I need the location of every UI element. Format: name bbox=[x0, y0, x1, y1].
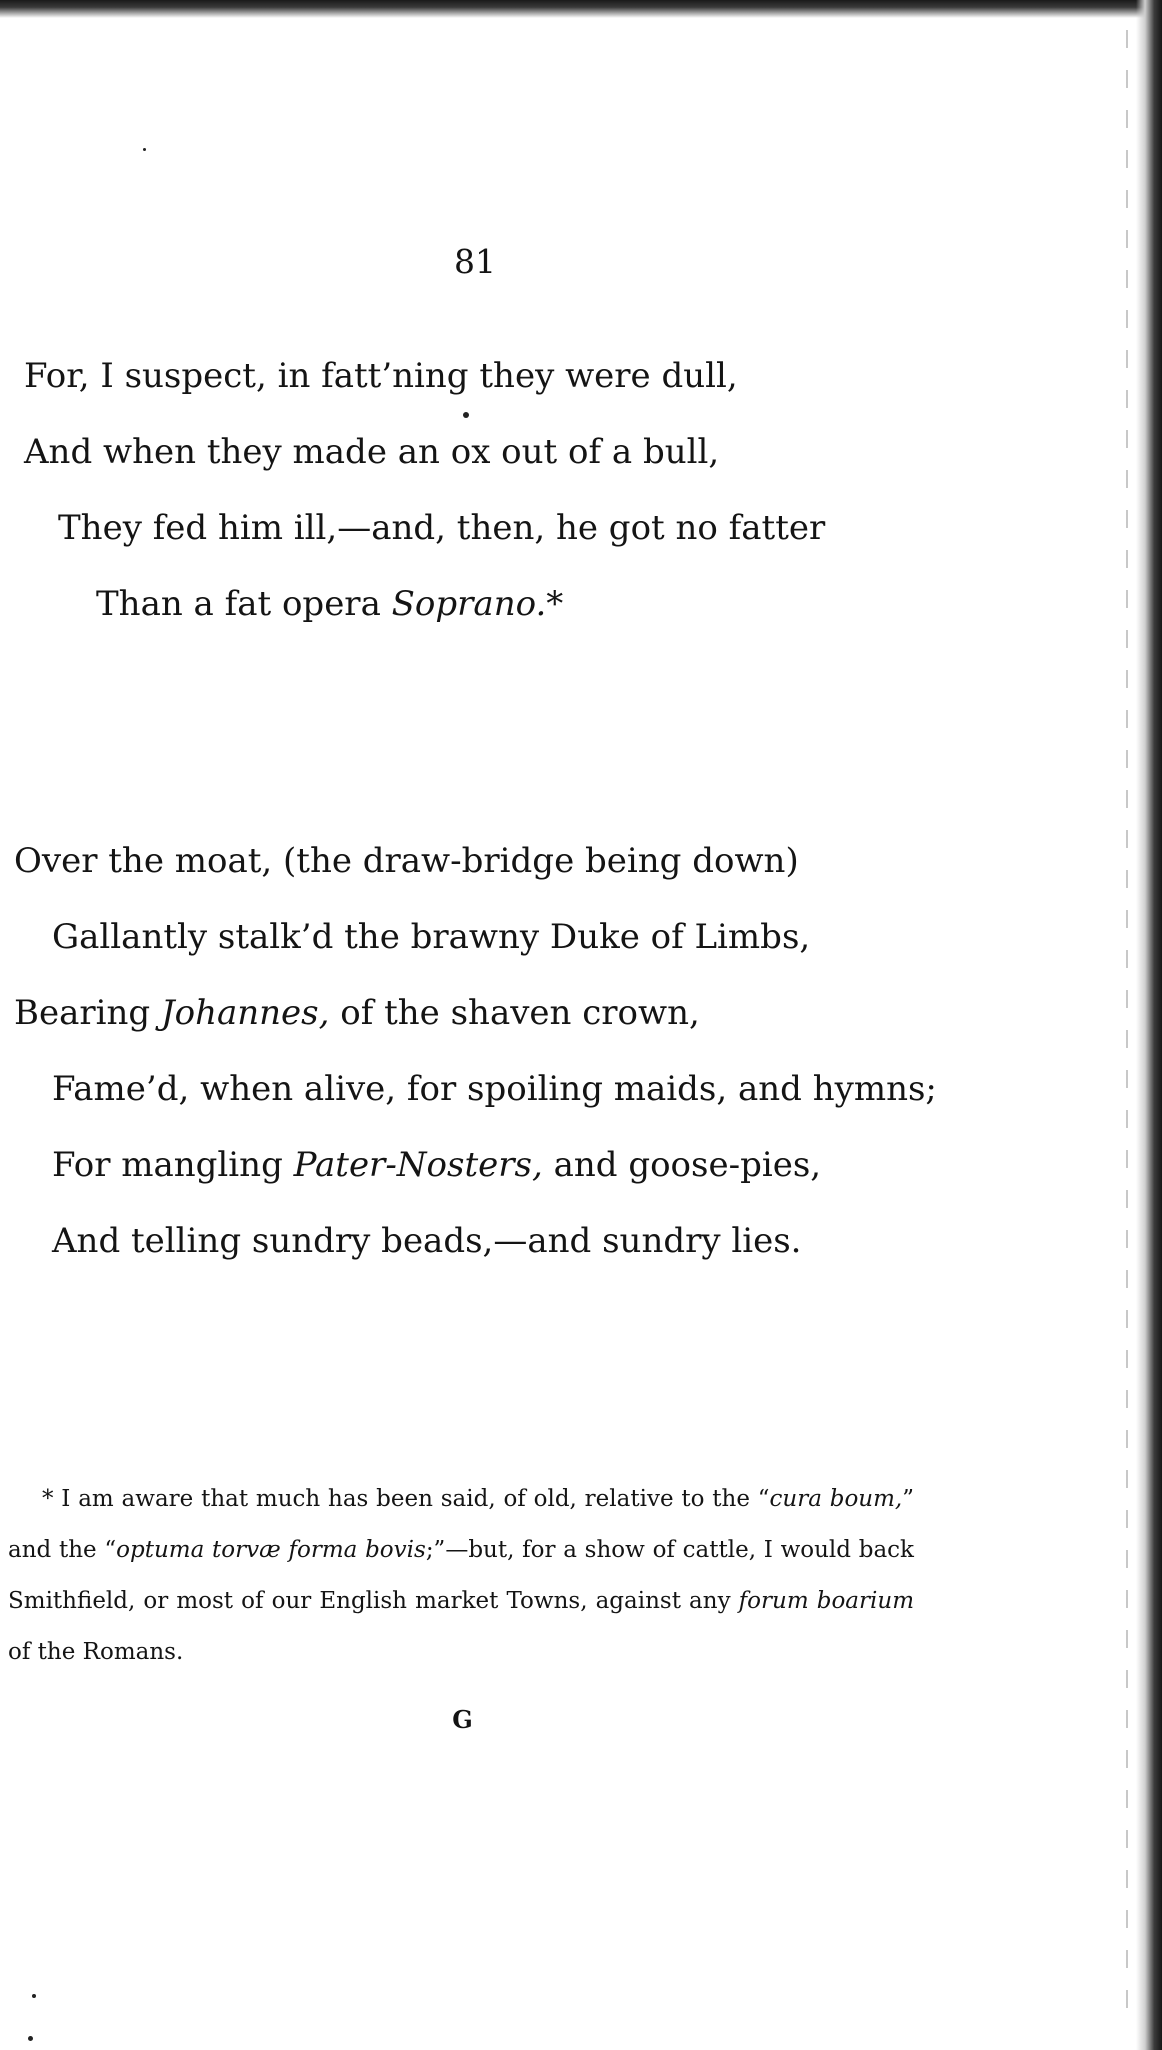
verse-line: Fame’d, when alive, for spoiling maids, and hymns; bbox=[52, 1069, 937, 1109]
verse-text: Than a fat opera bbox=[96, 584, 392, 624]
verse-line: And telling sundry beads,—and sundry lies. bbox=[52, 1221, 802, 1261]
ink-speck bbox=[32, 1994, 36, 1998]
verse-line: For, I suspect, in fatt’ning they were dull, bbox=[24, 356, 738, 396]
footnote-italic-text: optuma torvæ forma bovis bbox=[116, 1537, 426, 1563]
scan-gutter-shadow bbox=[1126, 30, 1128, 2030]
verse-line: Gallantly stalk’d the brawny Duke of Limbs, bbox=[52, 917, 811, 957]
stanza-2 bbox=[0, 836, 1100, 1292]
footnote-text: ” and the “ bbox=[8, 1486, 914, 1563]
verse-text: and goose-pies, bbox=[542, 1145, 822, 1185]
footnote-marker: * bbox=[546, 584, 564, 624]
ink-speck bbox=[143, 148, 146, 151]
verse-line: And when they made an ox out of a bull, bbox=[24, 432, 720, 472]
verse-line bbox=[0, 579, 1100, 655]
signature-mark: G bbox=[452, 1705, 473, 1734]
verse-line: They fed him ill,—and, then, he got no fatter bbox=[58, 508, 826, 548]
scan-page-edge bbox=[1136, 0, 1162, 2050]
verse-text: Bearing bbox=[14, 993, 161, 1033]
footnote-italic-text: forum boarium bbox=[738, 1588, 914, 1614]
verse-line bbox=[0, 1140, 1100, 1216]
footnote-text: of the Romans. bbox=[8, 1639, 184, 1665]
page-number: 81 bbox=[454, 242, 496, 281]
footnote-text: ;”—but, for a show of cattle, I would back Smithfield, or most of our English market Towns, against any bbox=[8, 1537, 914, 1614]
scan-top-edge bbox=[0, 0, 1162, 18]
verse-italic-text: Pater-Nosters, bbox=[293, 1145, 543, 1185]
verse-line: Over the moat, (the draw-bridge being down) bbox=[14, 841, 799, 881]
footnote bbox=[8, 1474, 914, 1678]
stanza-1 bbox=[0, 351, 1100, 655]
footnote-italic-text: cura boum, bbox=[769, 1486, 903, 1512]
verse-line bbox=[0, 988, 1100, 1064]
verse-text: For mangling bbox=[52, 1145, 294, 1185]
footnote-text: * I am aware that much has been said, of old, relative to the “ bbox=[42, 1486, 770, 1512]
verse-text: of the shaven crown, bbox=[329, 993, 700, 1033]
verse-italic-text: Soprano. bbox=[391, 584, 547, 624]
ink-speck bbox=[28, 2036, 33, 2041]
verse-italic-text: Johannes, bbox=[160, 993, 330, 1033]
